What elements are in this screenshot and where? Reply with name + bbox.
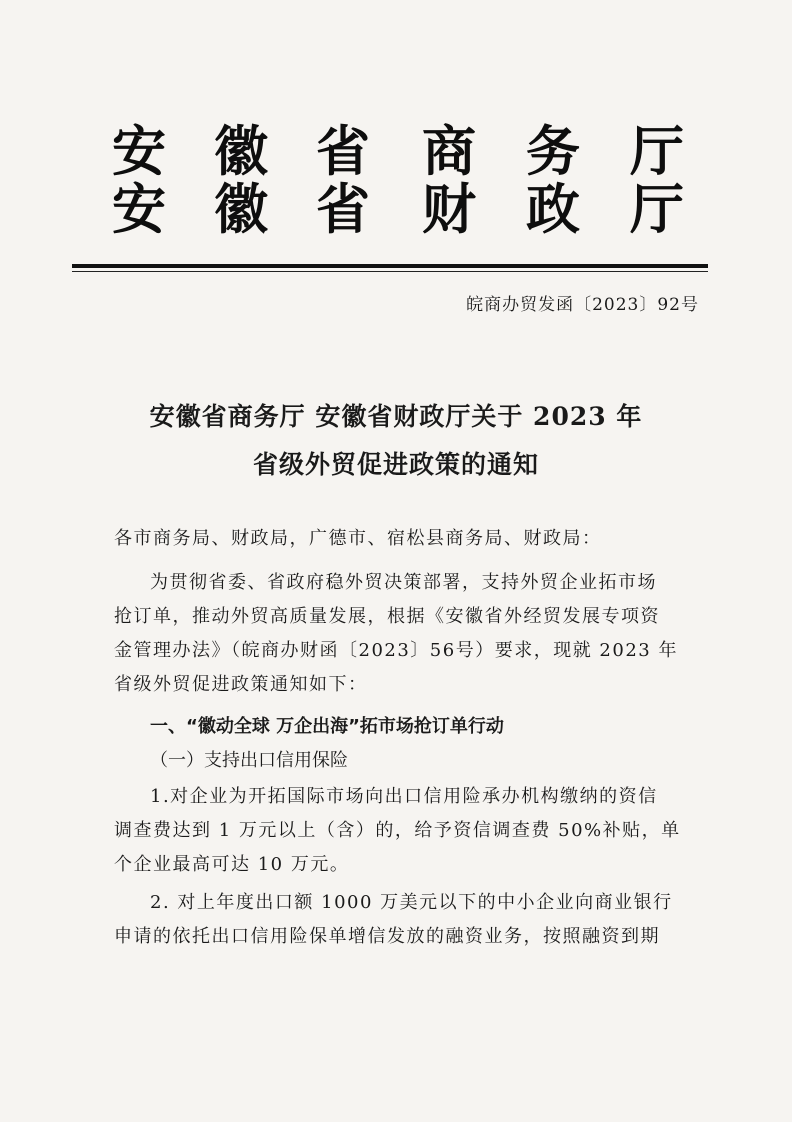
intro-line: 为贯彻省委、省政府稳外贸决策部署，支持外贸企业拓市场 xyxy=(150,572,657,593)
issuer-char: 厅 xyxy=(630,177,684,241)
issuer-char: 安 xyxy=(112,177,166,241)
item2-line: 2. 对上年度出口额 1000 万美元以下的中小企业向商业银行 xyxy=(150,892,673,913)
issuer-char: 安 xyxy=(112,119,166,183)
intro-line: 抢订单，推动外贸高质量发展，根据《安徽省外经贸发展专项资 xyxy=(114,606,660,627)
subsection-heading: （一）支持出口信用保险 xyxy=(150,750,348,771)
document-title-line2: 省级外贸促进政策的通知 xyxy=(252,450,539,479)
intro-line: 省级外贸促进政策通知如下： xyxy=(114,674,368,695)
header-rule-thick xyxy=(72,264,708,268)
item1-line: 1.对企业为开拓国际市场向出口信用险承办机构缴纳的资信 xyxy=(150,786,658,807)
item1-line: 个企业最高可达 10 万元。 xyxy=(114,854,350,875)
issuer-char: 财 xyxy=(422,177,476,241)
intro-line: 金管理办法》（皖商办财函〔2023〕56号）要求，现就 2023 年 xyxy=(114,640,678,661)
section-heading: 一、“徽动全球 万企出海”拓市场抢订单行动 xyxy=(150,716,504,737)
item2-line: 申请的依托出口信用险保单增信发放的融资业务，按照融资到期 xyxy=(114,926,660,947)
issuer-char: 徽 xyxy=(214,177,268,241)
issuer-char: 务 xyxy=(526,119,580,183)
issuer-char: 商 xyxy=(422,119,476,183)
issuer-char: 省 xyxy=(316,119,370,183)
salutation: 各市商务局、财政局，广德市、宿松县商务局、财政局： xyxy=(114,528,602,549)
issuer-char: 徽 xyxy=(214,119,268,183)
issuer-char: 厅 xyxy=(630,119,684,183)
document-title-line1: 安徽省商务厅 安徽省财政厅关于 2023 年 xyxy=(149,402,643,431)
document-number: 皖商办贸发函〔2023〕92号 xyxy=(466,295,699,315)
issuer-char: 政 xyxy=(526,177,580,241)
header-rule-thin xyxy=(72,271,708,272)
item1-line: 调查费达到 1 万元以上（含）的，给予资信调查费 50%补贴，单 xyxy=(114,820,681,841)
issuer-char: 省 xyxy=(316,177,370,241)
